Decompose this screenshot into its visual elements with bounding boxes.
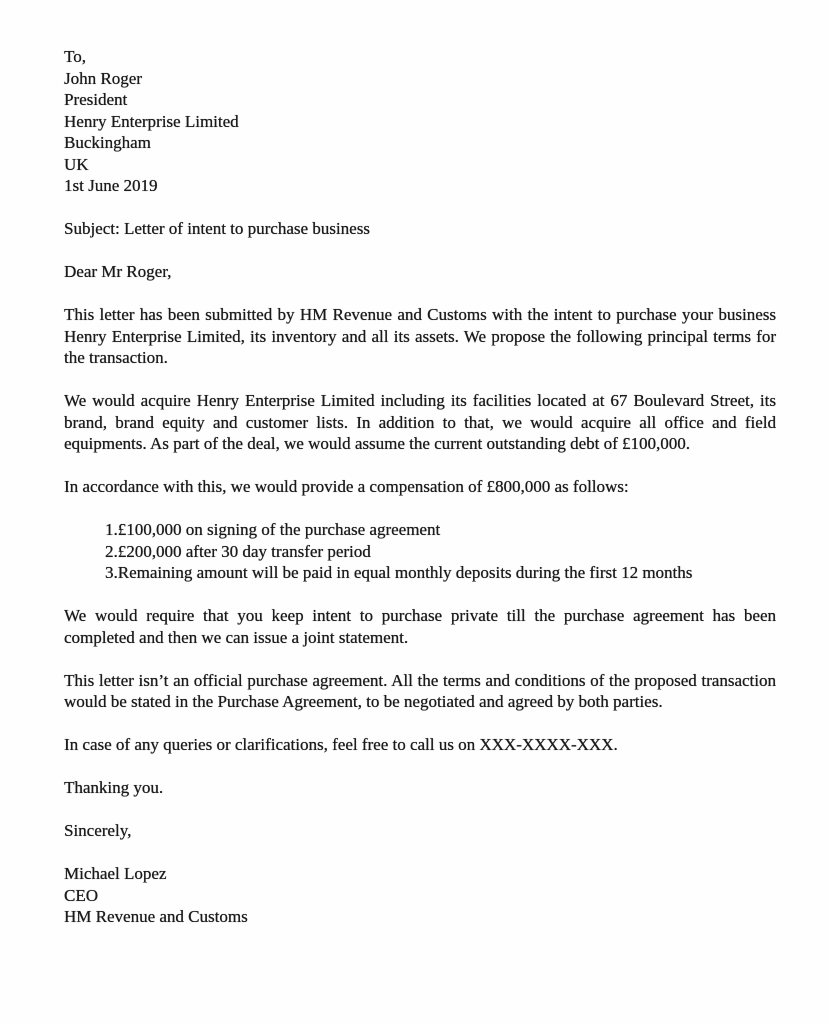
subject-line: Subject: Letter of intent to purchase business xyxy=(64,219,370,238)
signature-block xyxy=(64,863,776,928)
compensation-list xyxy=(105,519,776,584)
recipient-line-city: Buckingham xyxy=(64,133,151,152)
recipient-line-to: To, xyxy=(64,47,86,66)
list-item: 1.£100,000 on signing of the purchase agreement xyxy=(105,520,441,539)
letter-date: 1st June 2019 xyxy=(64,176,158,195)
recipient-block xyxy=(64,46,776,197)
recipient-line-name: John Roger xyxy=(64,68,142,88)
body-paragraph-contact: In case of any queries or clarifications, feel free to call us on XXX-XXXX-XXX. xyxy=(64,735,618,754)
body-paragraph-intro: This letter has been submitted by HM Revenue and Customs with the intent to purchase your business Henry Enterprise Limited, its inventory and all its assets. We propose the following principal terms for the transaction. xyxy=(64,305,776,367)
body-paragraph-acquisition: We would acquire Henry Enterprise Limited including its facilities located at 67 Boulevard Street, its brand, brand equity and customer lists. In addition to that, we would acquire all office and field equipments. As part of the deal, we would assume the current outstanding debt of £100,000. xyxy=(64,391,776,453)
signature-title: CEO xyxy=(64,885,98,905)
salutation: Dear Mr Roger, xyxy=(64,262,172,281)
list-item: 2.£200,000 after 30 day transfer period xyxy=(105,541,371,561)
thanks-line: Thanking you. xyxy=(64,778,164,797)
recipient-line-title: President xyxy=(64,90,128,109)
body-paragraph-confidentiality: We would require that you keep intent to purchase private till the purchase agreement has been completed and then we can issue a joint statement. xyxy=(64,606,776,647)
signature-company: HM Revenue and Customs xyxy=(64,907,248,926)
closing-line: Sincerely, xyxy=(64,821,132,840)
signature-name: Michael Lopez xyxy=(64,864,167,883)
body-paragraph-compensation: In accordance with this, we would provide a compensation of £800,000 as follows: xyxy=(64,477,629,496)
recipient-line-country: UK xyxy=(64,154,89,174)
body-paragraph-disclaimer: This letter isn’t an official purchase agreement. All the terms and conditions of the proposed transaction would be stated in the Purchase Agreement, to be negotiated and agreed by both parties. xyxy=(64,670,776,711)
recipient-line-company: Henry Enterprise Limited xyxy=(64,111,239,131)
list-item: 3.Remaining amount will be paid in equal monthly deposits during the first 12 months xyxy=(105,563,693,582)
